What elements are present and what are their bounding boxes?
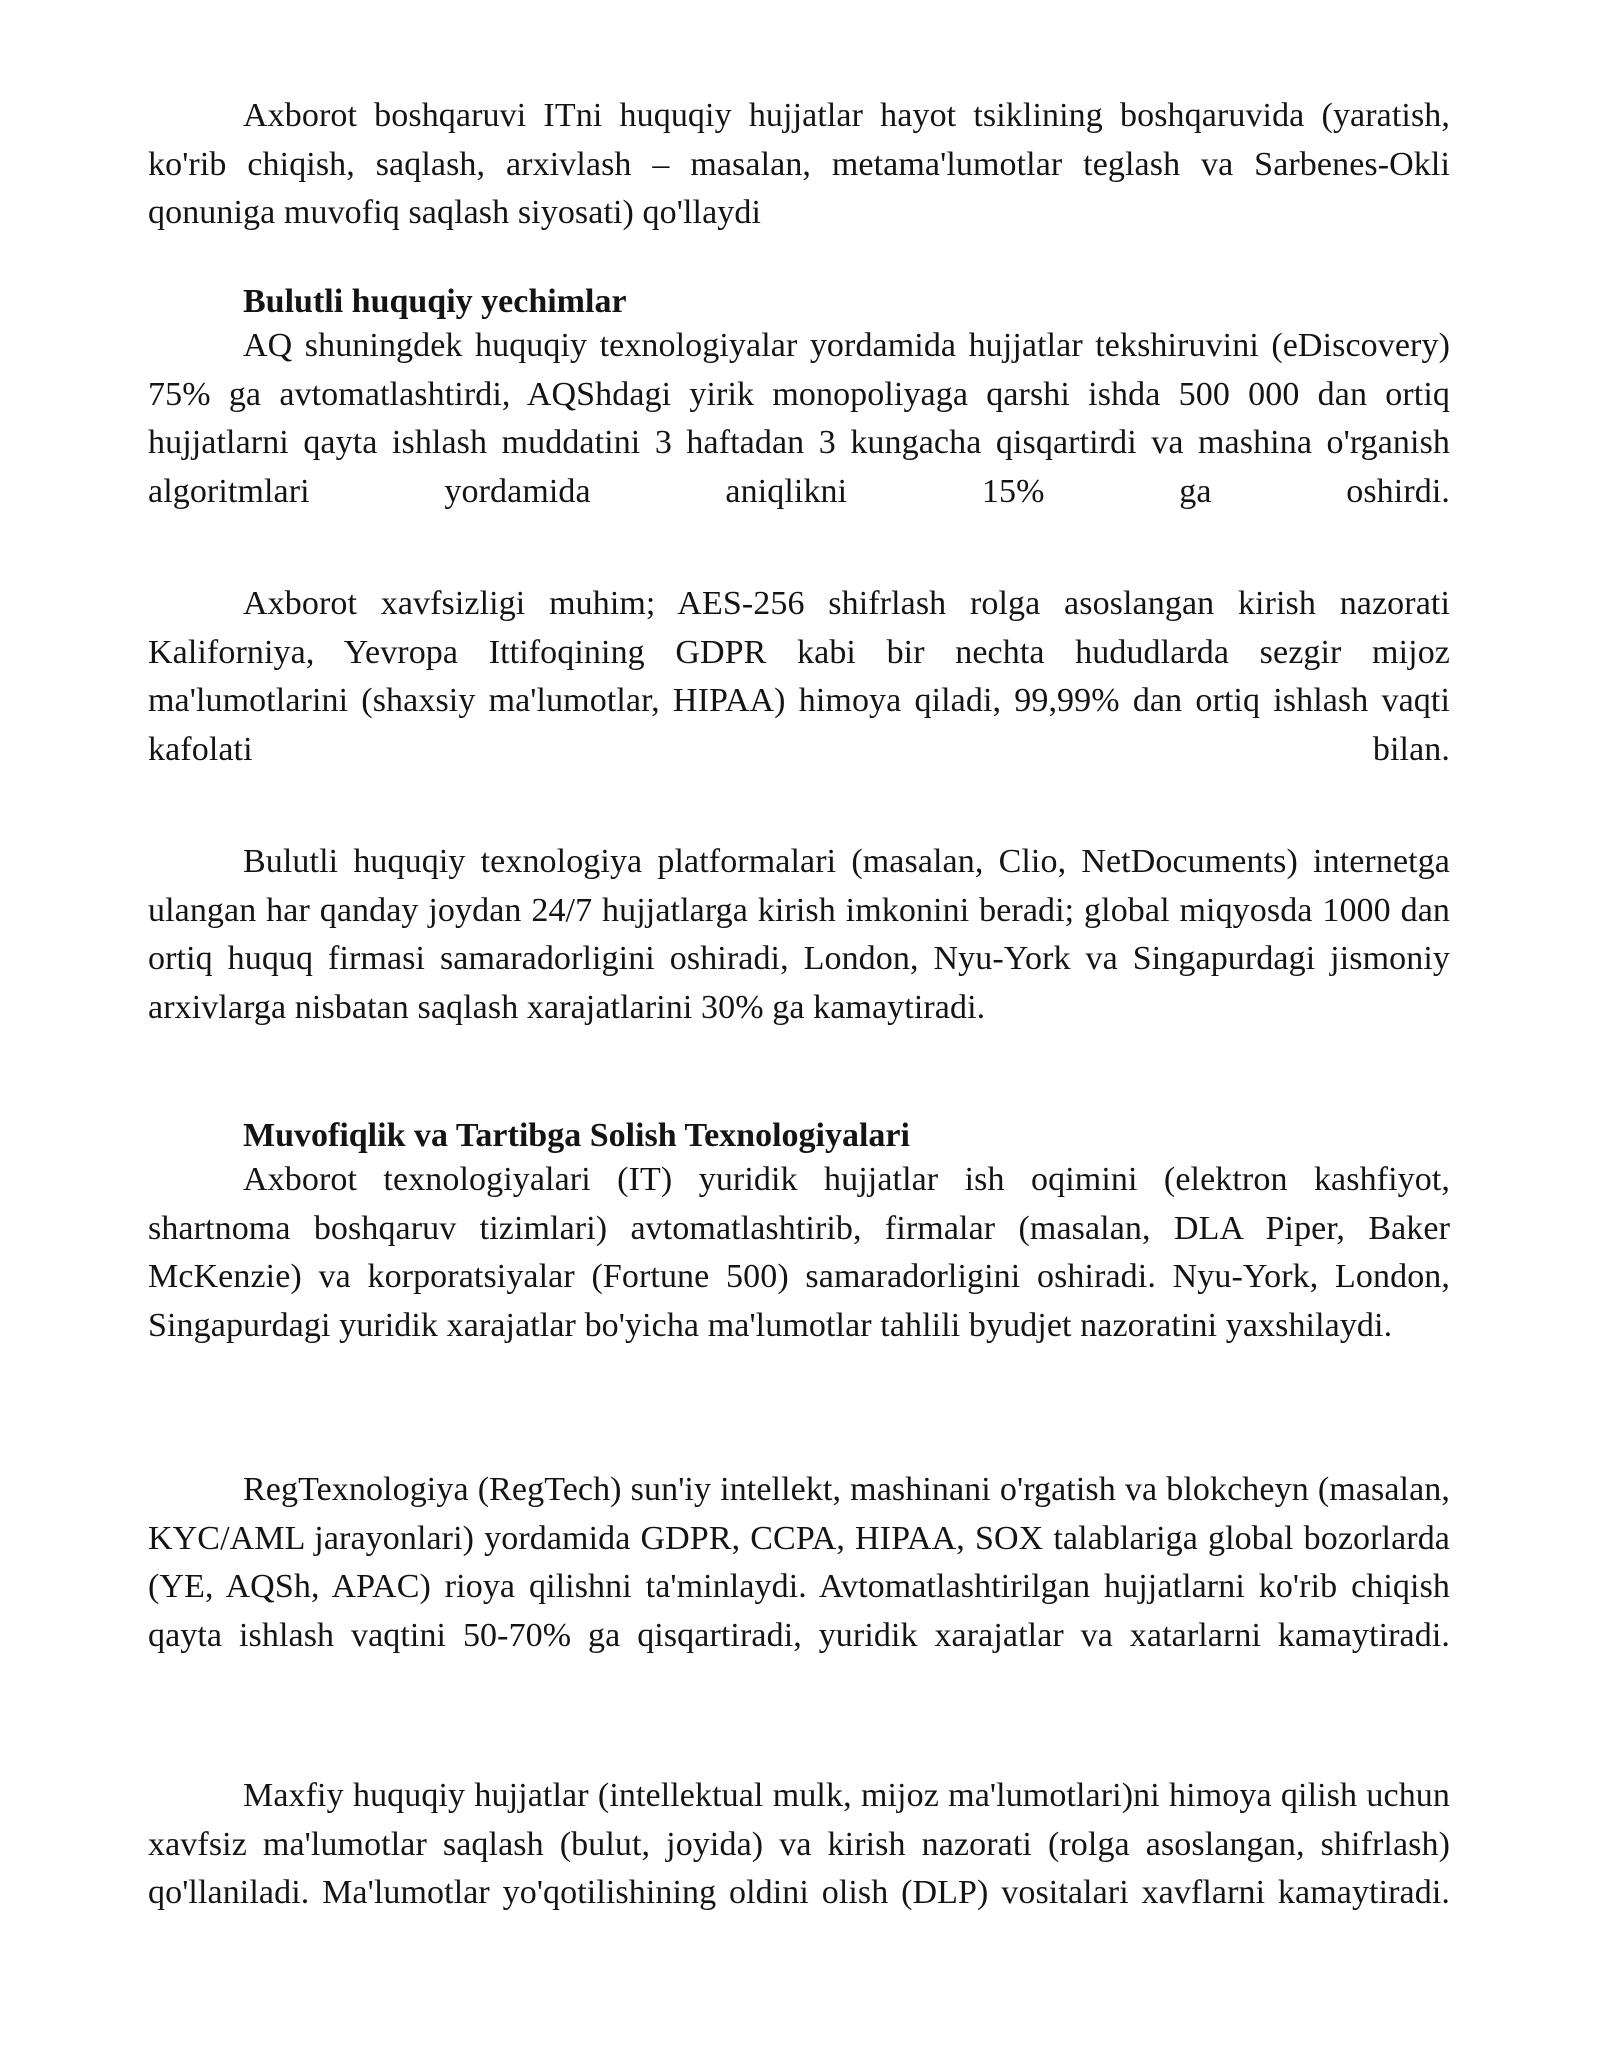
paragraph-information-governance: Axborot boshqaruvi ITni huquqiy hujjatlar hayot tsiklining boshqaruvida (yaratish, ko'rib chiqish, saqlash, arxivlash – masalan, metama'lumotlar teglash va Sarbenes-Okli qonuniga muvofiq saqlash siyosati) qo'llaydi bbox=[148, 97, 1450, 231]
paragraph-information-security: Axborot xavfsizligi muhim; AES-256 shifrlash rolga asoslangan kirish nazorati Kaliforniya, Yevropa Ittifoqining GDPR kabi bir nechta hududlarda sezgir mijoz ma'lumotlarini (shaxsiy ma'lumotlar, HIPAA) himoya qiladi, 99,99% dan ortiq ishlash vaqti kafolati bilan. bbox=[148, 585, 1450, 768]
heading-cloud-legal-solutions: Bulutli huquqiy yechimlar bbox=[243, 283, 627, 320]
paragraph-cloud-platforms: Bulutli huquqiy texnologiya platformalari (masalan, Clio, NetDocuments) internetga ulangan har qanday joydan 24/7 hujjatlarga kirish imkonini beradi; global miqyosda 1000 dan ortiq huquq firmasi samaradorligini oshiradi, London, Nyu-York va Singapurdagi jismoniy arxivlarga nisbatan saqlash xarajatlarini 30% ga kamaytiradi. bbox=[148, 843, 1450, 1026]
paragraph-confidential-documents: Maxfiy huquqiy hujjatlar (intellektual mulk, mijoz ma'lumotlari)ni himoya qilish uchun xavfsiz ma'lumotlar saqlash (bulut, joyida) va kirish nazorati (rolga asoslangan, shifrlash) qo'llaniladi. Ma'lumotlar yo'qotilishining oldini olish (DLP) vositalari xavflarni kamaytiradi. bbox=[148, 1777, 1450, 1911]
paragraph-ediscovery: AQ shuningdek huquqiy texnologiyalar yordamida hujjatlar tekshiruvini (eDiscovery) 75% ga avtomatlashtirdi, AQShdagi yirik monopoliyaga qarshi ishda 500 000 dan ortiq hujjatlarni qayta ishlash muddatini 3 haftadan 3 kungacha qisqartirdi va mashina o'rganish algoritmlari yordamida aniqlikni 15% ga oshirdi. bbox=[148, 327, 1450, 510]
paragraph-it-workflows: Axborot texnologiyalari (IT) yuridik hujjatlar ish oqimini (elektron kashfiyot, shartnoma boshqaruv tizimlari) avtomatlashtirib, firmalar (masalan, DLA Piper, Baker McKenzie) va korporatsiyalar (Fortune 500) samaradorligini oshiradi. Nyu-York, London, Singapurdagi yuridik xarajatlar bo'yicha ma'lumotlar tahlili byudjet nazoratini yaxshilaydi. bbox=[148, 1161, 1450, 1344]
heading-compliance-technologies: Muvofiqlik va Tartibga Solish Texnologiyalari bbox=[243, 1117, 910, 1154]
paragraph-regtech: RegTexnologiya (RegTech) sun'iy intellekt, mashinani o'rgatish va blokcheyn (masalan, KYC/AML jarayonlari) yordamida GDPR, CCPA, HIPAA, SOX talablariga global bozorlarda (YE, AQSh, APAC) rioya qilishni ta'minlaydi. Avtomatlashtirilgan hujjatlarni ko'rib chiqish qayta ishlash vaqtini 50-70% ga qisqartiradi, yuridik xarajatlar va xatarlarni kamaytiradi. bbox=[148, 1471, 1450, 1654]
